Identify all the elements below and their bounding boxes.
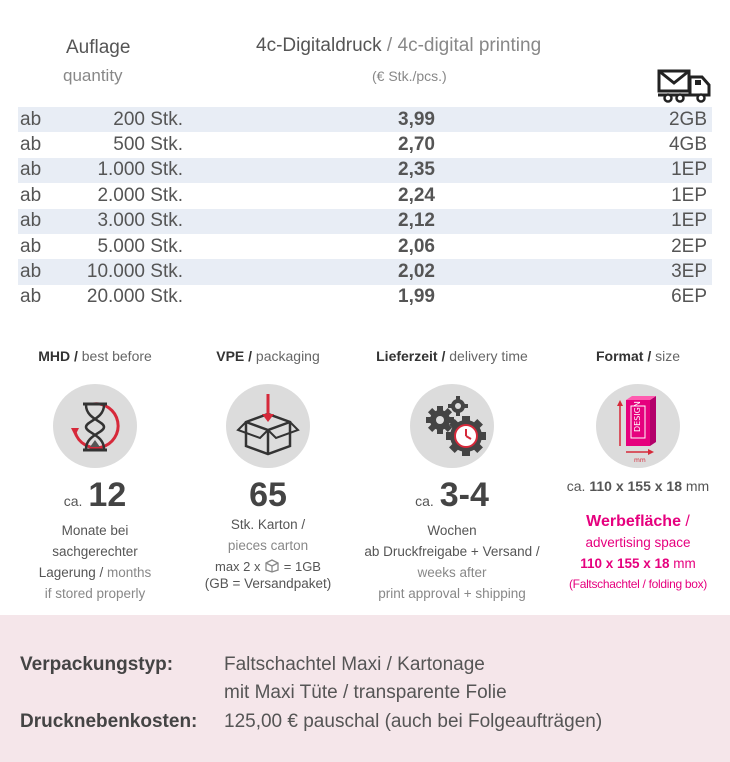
delivery-line1: Wochen — [427, 523, 477, 538]
packaging-type-label: Verpackungstyp: — [20, 654, 174, 675]
best-before-line1: Monate bei — [61, 523, 129, 538]
packaging-type-line1: Faltschachtel Maxi / Kartonage — [224, 654, 485, 675]
best-before-column — [5, 348, 185, 604]
delivery-title-en: delivery time — [449, 348, 528, 364]
price-row-from: ab — [20, 108, 42, 130]
format-column — [548, 348, 728, 595]
price-row-price: 2,70 — [398, 134, 435, 156]
print-costs-label: Drucknebenkosten: — [20, 711, 198, 732]
price-row-from: ab — [20, 134, 42, 156]
price-row-quantity: 5.000 Stk. — [97, 235, 183, 257]
price-row-quantity: 20.000 Stk. — [86, 286, 183, 308]
price-row-quantity: 3.000 Stk. — [97, 210, 183, 232]
best-before-line3-en: months — [107, 565, 152, 580]
price-row-from: ab — [20, 235, 42, 257]
packaging-type-line2: mit Maxi Tüte / transparente Folie — [224, 682, 507, 703]
format-size — [548, 476, 728, 497]
print-costs-value: 125,00 € pauschal (auch bei Folgeaufträgen) — [224, 711, 603, 732]
best-before-title: MHD / best before — [38, 348, 152, 364]
price-row-price: 2,02 — [398, 261, 435, 283]
price-row-shipping: 2EP — [671, 235, 707, 257]
price-row-price: 3,99 — [398, 108, 435, 130]
price-row-quantity: 500 Stk. — [113, 134, 183, 156]
design-box-icon — [596, 384, 680, 468]
price-row-from: ab — [20, 261, 42, 283]
price-row-from: ab — [20, 210, 42, 232]
packaging-number: 65 — [249, 476, 287, 514]
small-box-icon — [264, 559, 280, 573]
delivery-value — [362, 476, 542, 520]
price-row-from: ab — [20, 286, 42, 308]
price-row-price: 2,06 — [398, 235, 435, 257]
delivery-line4: print approval + shipping — [378, 586, 526, 601]
price-table — [18, 107, 712, 310]
price-row-price: 1,99 — [398, 286, 435, 308]
price-row-from: ab — [20, 159, 42, 181]
price-row-shipping: 1EP — [671, 210, 707, 232]
packaging-line3-pre: max 2 x — [215, 559, 261, 574]
packaging-title-de: VPE — [216, 348, 245, 364]
best-before-title-en: best before — [81, 348, 152, 364]
price-row-shipping: 6EP — [671, 286, 707, 308]
format-title-en: size — [655, 348, 681, 364]
printing-header — [256, 35, 541, 57]
footer-band — [0, 615, 730, 762]
printing-header-en: 4c-digital printing — [397, 35, 542, 56]
delivery-line3: weeks after — [417, 565, 487, 580]
hourglass-icon — [53, 384, 137, 468]
ad-space-title-de: Werbefläche — [586, 513, 681, 530]
packaging-column — [178, 348, 358, 592]
gears-clock-icon — [410, 384, 494, 468]
delivery-line2: ab Druckfreigabe + Versand / — [364, 544, 540, 559]
price-row-price: 2,24 — [398, 184, 435, 206]
best-before-line3-de: Lagerung — [38, 565, 96, 580]
ad-space-size-unit: mm — [673, 556, 696, 571]
price-row — [18, 259, 712, 284]
price-row — [18, 107, 712, 132]
packaging-line3-post: = 1GB — [283, 559, 321, 574]
packaging-line1: Stk. Karton / — [230, 517, 306, 532]
format-size-unit: mm — [685, 478, 710, 494]
best-before-value — [5, 476, 185, 520]
price-row — [18, 285, 712, 310]
best-before-line2: sachgerechter — [52, 544, 138, 559]
price-row-price: 2,35 — [398, 159, 435, 181]
ad-space-size — [548, 553, 728, 574]
price-row-price: 2,12 — [398, 210, 435, 232]
delivery-column — [362, 348, 542, 604]
design-box-unit: mm — [634, 457, 646, 464]
price-unit: (€ Stk./pcs.) — [372, 68, 447, 84]
packaging-line3 — [178, 558, 358, 576]
price-row — [18, 132, 712, 157]
format-size-ca: ca. — [566, 478, 586, 494]
price-row-shipping: 1EP — [671, 159, 707, 181]
delivery-title-de: Lieferzeit — [376, 348, 438, 364]
best-before-ca: ca. — [63, 493, 83, 509]
packaging-title-en: packaging — [255, 348, 320, 364]
price-row-shipping: 2GB — [668, 108, 707, 130]
price-row-quantity: 200 Stk. — [113, 108, 183, 130]
best-before-title-de: MHD — [38, 348, 71, 364]
best-before-number: 12 — [88, 476, 127, 514]
packaging-title: VPE / packaging — [216, 348, 320, 364]
best-before-line3: Lagerung / months — [38, 565, 152, 580]
delivery-title: Lieferzeit / delivery time — [376, 348, 528, 364]
price-row — [18, 158, 712, 183]
ad-space-note: (Faltschachtel / folding box) — [568, 577, 708, 591]
format-size-value: 110 x 155 x 18 — [589, 478, 682, 494]
quantity-header: Auflage — [66, 37, 131, 58]
printing-header-sep: / — [381, 35, 398, 56]
price-row-shipping: 3EP — [671, 261, 707, 283]
ad-space-title-en: advertising space — [585, 535, 691, 550]
price-row-shipping: 1EP — [671, 184, 707, 206]
price-row-shipping: 4GB — [668, 134, 707, 156]
delivery-number: 3-4 — [439, 476, 489, 514]
printing-header-de: 4c-Digitaldruck — [256, 35, 382, 56]
packaging-line4: (GB = Versandpaket) — [204, 576, 332, 591]
format-title: Format / size — [595, 348, 681, 364]
best-before-line4: if stored properly — [44, 586, 146, 601]
price-row — [18, 183, 712, 208]
price-row-quantity: 2.000 Stk. — [97, 184, 183, 206]
price-row-quantity: 10.000 Stk. — [86, 261, 183, 283]
format-title-de: Format — [595, 348, 644, 364]
delivery-ca: ca. — [415, 493, 434, 509]
price-row-from: ab — [20, 184, 42, 206]
ad-space-size-value: 110 x 155 x 18 — [580, 556, 670, 571]
price-row — [18, 209, 712, 234]
ad-space-title: Werbefläche / — [586, 513, 690, 530]
price-row — [18, 234, 712, 259]
box-icon — [226, 384, 310, 468]
design-box-text: DESIGN — [633, 401, 642, 432]
packaging-line2: pieces carton — [227, 538, 309, 553]
price-row-quantity: 1.000 Stk. — [97, 159, 183, 181]
quantity-header-en: quantity — [63, 66, 123, 85]
truck-mail-icon — [656, 67, 712, 103]
